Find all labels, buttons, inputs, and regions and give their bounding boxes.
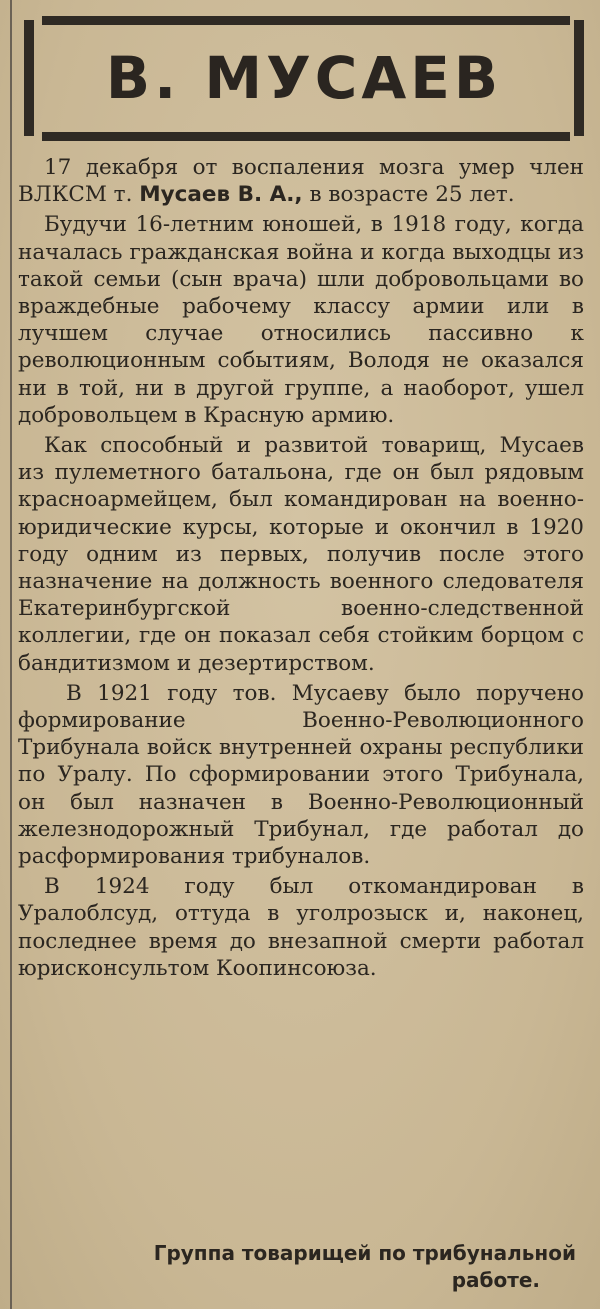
obituary-title: В. МУСАЕВ [105,44,503,112]
paragraph-red-army: Будучи 16-летним юношей, в 1918 году, когда началась гражданская война и когда выходцы из такой семьи (сын врача) шли добровольцами во враждебные рабочему классу армии или в лучшем случае относились пассивно к революционным событиям, Володя не оказался ни в той, ни в другой группе, а наоборот, ушел добровольцем в Красную армию. [18,212,584,428]
signature-line-1: Группа товарищей по трибунальной [153,1241,576,1265]
signature-line-2: работе. [451,1268,540,1292]
paragraph-1-text-b: в возрасте 25 лет. [302,182,515,208]
header-rule-bottom [42,132,570,141]
page-edge-line [10,0,12,1309]
paragraph-death-notice [18,154,584,208]
obituary-header [24,16,584,144]
signature-block [56,1240,576,1294]
paragraph-later-career: В 1924 году был откомандирован в Уралоблсуд, оттуда в уголрозыск и, наконец, последнее время до внезапной смерти работал юрисконсультом Коопинсоюза. [18,874,584,981]
paragraph-military-courses: Как способный и развитой товарищ, Мусаев из пулеметного батальона, где он был рядовым красноармейцем, был командирован на военно-юридические курсы, которые и окончил в 1920 году одним из первых, получив после этого назначение на должность военного следователя Екатеринбургской военно-следственной коллегии, где он показал себя стойким борцом с бандитизмом и дезертирством. [18,433,584,676]
paragraph-tribunal: В 1921 году тов. Мусаеву было поручено формирование Военно-Революционного Трибунала войск внутренней охраны республики по Уралу. По сформировании этого Трибунала, он был назначен в Военно-Революционный железнодорожный Трибунал, где работал до расформирования трибуналов. [18,680,584,870]
header-rule-top [42,16,570,25]
deceased-name: Мусаев В. А., [139,182,303,208]
article-body [18,154,584,985]
paragraph-1-text-a: 17 декабря от воспаления мозга умер член ВЛКСМ т. [18,155,584,208]
